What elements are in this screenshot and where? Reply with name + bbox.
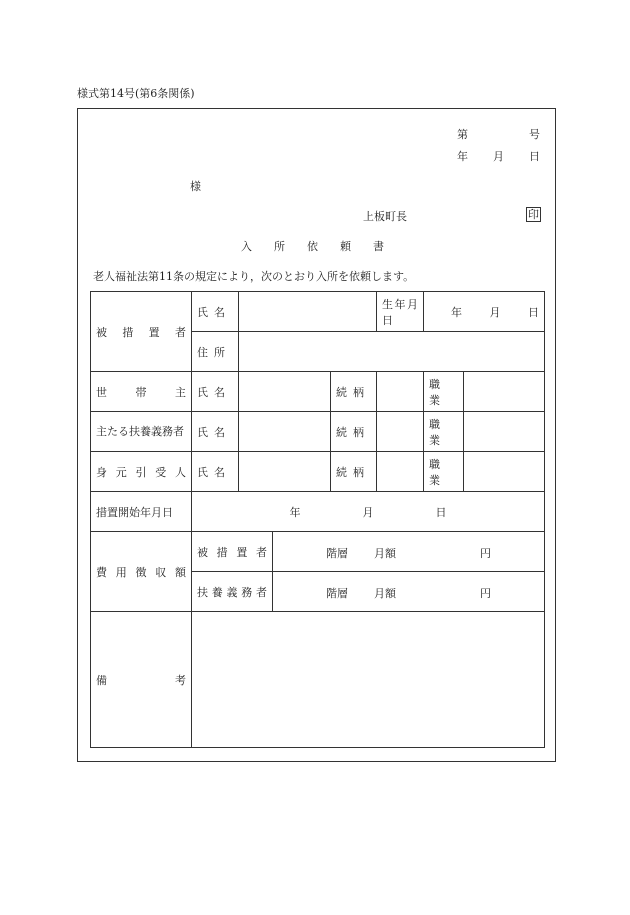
supporter-label: 主たる扶養義務者 [91, 412, 192, 452]
yen-label: 円 [480, 546, 491, 560]
guarantor-name-field[interactable] [239, 452, 331, 492]
monthly-label: 月額 [374, 546, 396, 560]
guarantor-job-field[interactable] [464, 452, 545, 492]
remarks-field[interactable] [192, 612, 545, 748]
name-label: 氏名 [192, 452, 239, 492]
householder-relation-field[interactable] [377, 372, 424, 412]
householder-label: 世帯主 [91, 372, 192, 412]
job-label: 職業 [424, 452, 464, 492]
seal-mark: 印 [528, 208, 539, 221]
form-id: 様式第14号(第6条関係) [77, 87, 195, 100]
fee-supporter-label: 扶養義務者 [192, 572, 273, 612]
birth-day: 日 [528, 305, 540, 319]
date-month: 月 [493, 150, 504, 163]
start-month: 月 [362, 505, 374, 519]
tier-label: 階層 [326, 586, 348, 600]
intro-text: 老人福祉法第11条の規定により，次のとおり入所を依頼します。 [93, 270, 415, 283]
form-table [90, 291, 545, 748]
start-day: 日 [435, 505, 447, 519]
fee-subject-label: 被措置者 [192, 532, 273, 572]
date-day: 日 [529, 150, 540, 163]
remarks-label: 備考 [91, 612, 192, 748]
guarantor-relation-field[interactable] [377, 452, 424, 492]
address-field[interactable] [239, 332, 545, 372]
job-label: 職業 [424, 412, 464, 452]
monthly-label: 月額 [374, 586, 396, 600]
name-label: 氏名 [192, 292, 239, 332]
guarantor-label: 身元引受人 [91, 452, 192, 492]
yen-label: 円 [480, 586, 491, 600]
number-prefix: 第 [457, 128, 468, 141]
job-label: 職業 [424, 372, 464, 412]
name-label: 氏名 [192, 412, 239, 452]
start-year: 年 [289, 505, 301, 519]
householder-name-field[interactable] [239, 372, 331, 412]
date-year: 年 [457, 150, 468, 163]
name-label: 氏名 [192, 372, 239, 412]
number-suffix: 号 [529, 128, 540, 141]
birth-year: 年 [451, 305, 463, 319]
supporter-relation-field[interactable] [377, 412, 424, 452]
title-char: 書 [373, 240, 384, 253]
title-char: 入 [241, 240, 252, 253]
subject-name-field[interactable] [239, 292, 377, 332]
start-date-field[interactable] [192, 492, 545, 532]
birth-label: 生年月日 [377, 292, 424, 332]
document-title [241, 238, 384, 254]
title-char: 依 [307, 240, 318, 253]
title-char: 頼 [340, 240, 351, 253]
subject-label: 被措置者 [91, 292, 192, 372]
start-date-label: 措置開始年月日 [91, 492, 192, 532]
birth-month: 月 [489, 305, 501, 319]
tier-label: 階層 [326, 546, 348, 560]
relation-label: 続柄 [331, 372, 377, 412]
supporter-job-field[interactable] [464, 412, 545, 452]
householder-job-field[interactable] [464, 372, 545, 412]
address-label: 住所 [192, 332, 239, 372]
title-char: 所 [274, 240, 285, 253]
issuer: 上板町長 [363, 210, 407, 223]
relation-label: 続柄 [331, 452, 377, 492]
relation-label: 続柄 [331, 412, 377, 452]
fee-label: 費用徴収額 [91, 532, 192, 612]
supporter-name-field[interactable] [239, 412, 331, 452]
fee-subject-field[interactable] [273, 532, 545, 572]
fee-supporter-field[interactable] [273, 572, 545, 612]
addressee-suffix: 様 [190, 180, 201, 193]
birth-date-field[interactable] [424, 292, 545, 332]
